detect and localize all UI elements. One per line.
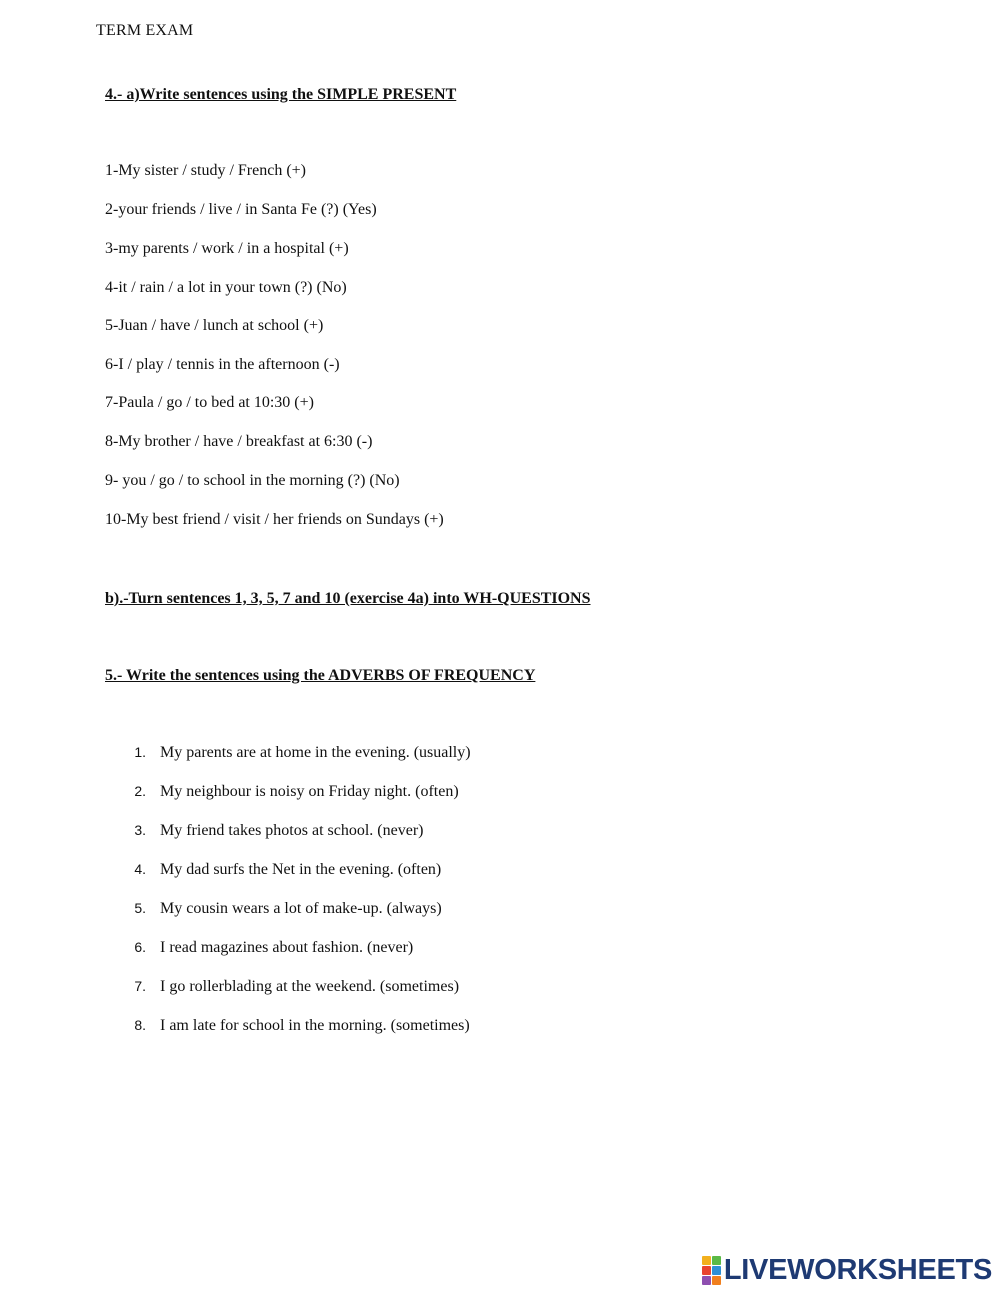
list-number: 5.: [134, 900, 146, 916]
list-item: [126, 822, 423, 840]
list-text: I go rollerblading at the weekend. (sometimes): [160, 978, 460, 995]
list-text: My parents are at home in the evening. (usually): [160, 744, 471, 761]
exercise-4a-item: 7-Paula / go / to bed at 10:30 (+): [105, 394, 314, 411]
list-item: [126, 783, 459, 801]
list-item: [126, 900, 442, 918]
list-item: [126, 744, 471, 762]
exercise-4b-heading: b).-Turn sentences 1, 3, 5, 7 and 10 (exercise 4a) into WH-QUESTIONS: [105, 590, 591, 607]
exercise-4a-heading: 4.- a)Write sentences using the SIMPLE PRESENT: [105, 86, 457, 103]
list-number: 7.: [134, 978, 146, 994]
logo-blocks-icon: [702, 1256, 721, 1285]
list-item: [126, 939, 413, 957]
exercise-4a-item: 4-it / rain / a lot in your town (?) (No): [105, 279, 347, 296]
logo-block: [712, 1256, 721, 1265]
list-text: I read magazines about fashion. (never): [160, 939, 414, 956]
exercise-4a-item: 1-My sister / study / French (+): [105, 162, 306, 179]
logo-block: [712, 1266, 721, 1275]
list-item: [126, 861, 441, 879]
logo-block: [702, 1256, 711, 1265]
exercise-4a-item: 2-your friends / live / in Santa Fe (?) (Yes): [105, 201, 377, 218]
liveworksheets-logo: [702, 1254, 992, 1287]
exercise-4a-item: 8-My brother / have / breakfast at 6:30 (-): [105, 433, 373, 450]
list-text: My neighbour is noisy on Friday night. (often): [160, 783, 459, 800]
exercise-4a-item: 3-my parents / work / in a hospital (+): [105, 240, 349, 257]
list-text: My cousin wears a lot of make-up. (always): [160, 900, 442, 917]
brand-wordmark: LIVEWORKSHEETS: [723, 1254, 992, 1286]
logo-block: [702, 1266, 711, 1275]
list-item: [126, 978, 459, 996]
exercise-4a-item: 5-Juan / have / lunch at school (+): [105, 317, 324, 334]
list-number: 1.: [134, 744, 146, 760]
list-number: 6.: [134, 939, 146, 955]
exercise-4a-item: 10-My best friend / visit / her friends on Sundays (+): [105, 511, 444, 528]
exercise-5-heading: 5.- Write the sentences using the ADVERBS OF FREQUENCY: [105, 667, 536, 684]
exercise-4a-item: 9- you / go / to school in the morning (?) (No): [105, 472, 400, 489]
list-item: [126, 1017, 470, 1035]
logo-block: [702, 1276, 711, 1285]
exercise-4a-item: 6-I / play / tennis in the afternoon (-): [105, 356, 340, 373]
list-text: My dad surfs the Net in the evening. (often): [160, 861, 442, 878]
logo-block: [712, 1276, 721, 1285]
list-number: 2.: [134, 783, 146, 799]
list-number: 4.: [134, 861, 146, 877]
list-text: My friend takes photos at school. (never): [160, 822, 424, 839]
list-text: I am late for school in the morning. (sometimes): [160, 1017, 470, 1034]
list-number: 3.: [134, 822, 146, 838]
page-header-title: TERM EXAM: [96, 22, 194, 39]
list-number: 8.: [134, 1017, 146, 1033]
